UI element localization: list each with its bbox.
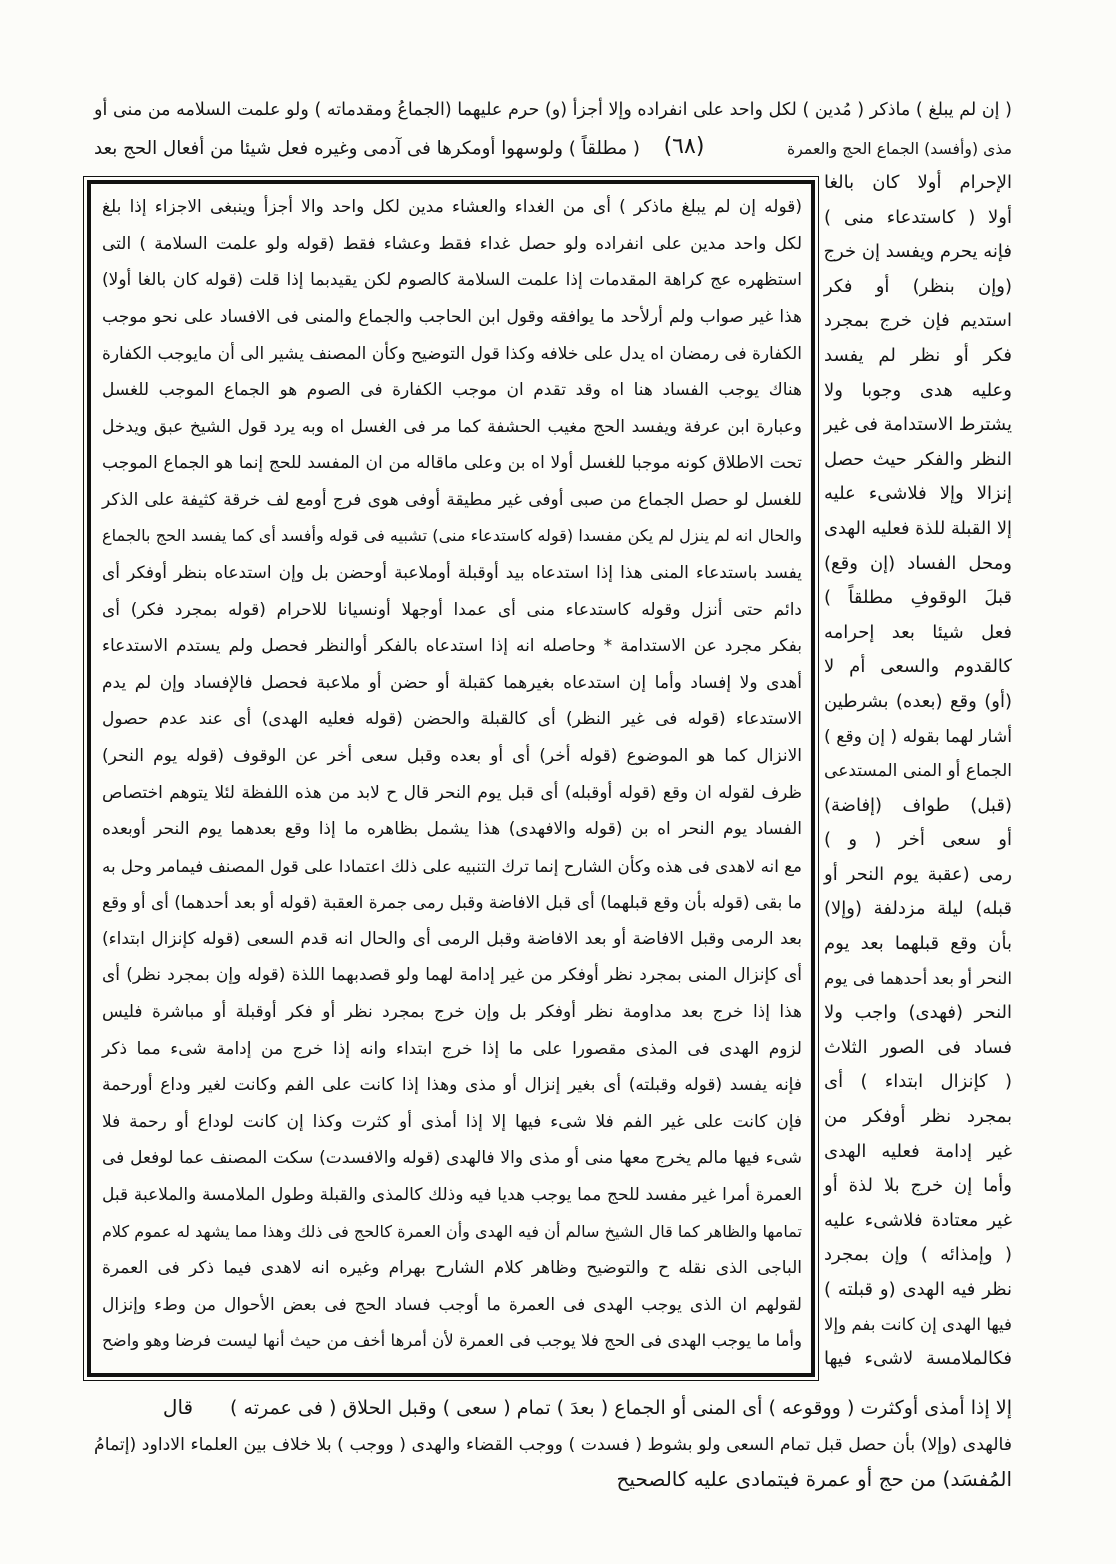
main-text-line: فساد فى الصور الثلاث bbox=[824, 1036, 1012, 1058]
commentary-line-row bbox=[100, 1214, 802, 1251]
commentary-line: أهدى ولا إفساد وأما إن استدعاه بغيرهما كقبلة أو حضن أو ملاعبة فحصل فالإفساد وإن لم يدم bbox=[102, 672, 802, 693]
commentary-line-row bbox=[100, 701, 802, 738]
main-text-line-row bbox=[822, 512, 1012, 547]
main-text-line: إلا القبلة للذة فعليه الهدى bbox=[824, 517, 1012, 539]
main-text-line: النحر (فهدى) واجب ولا bbox=[824, 1002, 1012, 1024]
commentary-line: ظرف لقوله ان وقع (قوله أوقبله) أى قبل يوم النحر قال ح لابد من هذه اللفظة لئلا يتوهم اختصاص bbox=[102, 782, 802, 803]
main-text-line-row bbox=[822, 547, 1012, 582]
commentary-line: أى كإنزال المنى بمجرد نظر أوفكر من غير إدامة لهما ولو قصدبهما اللذة (قوله وإن بمجرد نظر) أى bbox=[102, 965, 802, 986]
main-text-line-row bbox=[822, 477, 1012, 512]
commentary-line: الكفارة فى رمضان اه يدل على خلافه وكذا قول التوضيح وكأن المصنف يشير الى أن مايوجب الكفارة bbox=[102, 343, 802, 364]
main-text-line: فعل شيئا بعد إحرامه bbox=[824, 621, 1012, 643]
commentary-line-row bbox=[100, 518, 802, 555]
commentary-line-row bbox=[100, 1067, 802, 1104]
main-text-line: أو سعى أخر ( و ) bbox=[824, 829, 1012, 851]
header-line bbox=[92, 129, 640, 165]
header-line-text: ( إن لم يبلغ ) ماذكر ( مُدين ) لكل واحد على انفراده وإلا أجزأ (و) حرم عليهما (الجماعُ ومقدماته ) ولو علمت السلامه من منى أو bbox=[94, 100, 1012, 120]
commentary-line: ما بقى (قوله بأن وقع قبلهما) أى قبل الافاضة وقبل رمى جمرة العقبة (قوله أو بعد أحدهما) أى أو وقع bbox=[102, 892, 802, 913]
commentary-line: والحال انه لم ينزل لم يكن مفسدا (قوله كاستدعاء منى) تشبيه فى قوله وأفسد أى كما يفسد الحج بالجماع bbox=[102, 526, 802, 546]
commentary-frame bbox=[83, 176, 819, 1381]
main-text-line: وعليه هدى وجوبا ولا bbox=[824, 379, 1012, 401]
main-text-line-row bbox=[822, 1342, 1012, 1377]
main-text-line: فكر أو نظر لم يفسد bbox=[824, 344, 1012, 366]
main-text-line-row bbox=[822, 1169, 1012, 1204]
main-text-line: يشترط الاستدامة فى غير bbox=[823, 414, 1012, 436]
commentary-line: مع انه لاهدى فى هذه وكأن الشارح إنما ترك التنبيه على ذلك اعتمادا على قول المصنف فيمامر وحل به bbox=[102, 855, 802, 876]
commentary-line-row bbox=[100, 226, 802, 263]
commentary-line-row bbox=[100, 1140, 802, 1177]
main-text-line-row bbox=[822, 650, 1012, 685]
commentary-line: لزوم الهدى فى المذى مقصورا على ما إذا خرج ابتداء وانه إذا خرج من إدامة شىء مما ذكر bbox=[102, 1038, 802, 1059]
commentary-line-row bbox=[100, 1250, 802, 1287]
commentary-line-row bbox=[100, 738, 802, 775]
commentary-line: لكل واحد مدين على انفراده ولو حصل غداء فقط وعشاء فقط (قوله ولو علمت السلامة ) التى bbox=[102, 233, 802, 254]
main-text-line: غير إدامة فعليه الهدى bbox=[824, 1140, 1012, 1162]
main-text-line-row bbox=[822, 581, 1012, 616]
main-text-line-row bbox=[822, 823, 1012, 858]
commentary-line: وأما ما يوجب الهدى فى الحج فلا يوجب فى العمرة لأن أمرها أخف من حيث أنها ليست فرضا وهو واضح bbox=[102, 1331, 802, 1351]
commentary-line-row bbox=[100, 1287, 802, 1324]
main-text-line: بأن وقع قبلهما بعد يوم bbox=[824, 933, 1012, 955]
main-text-line-row bbox=[822, 1308, 1012, 1343]
main-text-line: أولا ( كاستدعاء منى ) bbox=[824, 206, 1012, 228]
footer-line bbox=[92, 1425, 1012, 1461]
commentary-line-row bbox=[100, 921, 802, 958]
commentary-line: للغسل لو حصل الجماع من صبى أوفى غير مطيقة أوفى هوى فرج أومع لف خرقة كثيفة على الذكر bbox=[102, 489, 802, 510]
commentary-line-row bbox=[100, 1104, 802, 1141]
footer-line-end-word bbox=[150, 1389, 206, 1425]
main-text-line: فيها الهدى إن كانت بفم وإلا bbox=[824, 1314, 1012, 1334]
main-text-line: قبلَ الوقوفِ مطلقاً ) bbox=[824, 587, 1012, 609]
main-text-line-row bbox=[822, 858, 1012, 893]
main-text-line: قبله) ليلة مزدلفة (وإلا) bbox=[824, 898, 1012, 920]
commentary-line: دائم حتى أنزل وقوله كاستدعاء منى أى عمدا أوجهلا أونسيانا للاحرام (قوله بمجرد فكر) أى bbox=[102, 599, 802, 620]
commentary-line-row bbox=[100, 372, 802, 409]
main-text-line-row bbox=[822, 1065, 1012, 1100]
main-text-line-row bbox=[822, 789, 1012, 824]
footer-line bbox=[228, 1389, 1012, 1425]
main-text-line-row bbox=[822, 374, 1012, 409]
commentary-line: الاستدعاء (قوله فى غير النظر) أى كالقبلة والحضن (قوله فعليه الهدى) أى عند عدم حصول bbox=[102, 709, 802, 730]
commentary-line: وعبارة ابن عرفة ويفسد الحج مغيب الحشفة كما مر فى الغسل اه وبه يرد قول الشيخ عبق ويدخل bbox=[102, 416, 802, 437]
commentary-line: شىء فيها مالم يخرج معها منى أو مذى والا فالهدى (قوله والافسدت) سكت المصنف عما لوفعل فى bbox=[102, 1148, 802, 1169]
commentary-line-row bbox=[100, 592, 802, 629]
main-text-line-row bbox=[822, 962, 1012, 997]
commentary-line-row bbox=[100, 555, 802, 592]
main-text-line-row bbox=[822, 443, 1012, 478]
main-text-line-row bbox=[822, 1238, 1012, 1273]
commentary-line-row bbox=[100, 1031, 802, 1068]
main-text-line-row bbox=[822, 685, 1012, 720]
commentary-line-row bbox=[100, 884, 802, 921]
commentary-line-row bbox=[100, 848, 802, 885]
commentary-line-row bbox=[100, 445, 802, 482]
commentary-line-row bbox=[100, 335, 802, 372]
footer-line-text: إلا إذا أمذى أوكثرت ( ووقوعه ) أى المنى أو الجماع ( بعدَ ) تمام ( سعى ) وقبل الحلاق ( فى عمرته ) bbox=[230, 1397, 1012, 1419]
main-text-line-row bbox=[822, 927, 1012, 962]
commentary-line-row bbox=[100, 811, 802, 848]
commentary-line-row bbox=[100, 262, 802, 299]
header-line-text: مذى (وأفسد) الجماع الحج والعمرة bbox=[787, 139, 1012, 158]
commentary-line: فإنه يفسد (قوله وقبلته) أى بغير إنزال أو مذى وهذا إذا كانت على الفم وكانت لغير وداع أورحمة bbox=[102, 1075, 802, 1096]
commentary-line-row bbox=[100, 1177, 802, 1214]
commentary-line: الباجى الذى نقله ح والتوضيح وظاهر كلام الشارح بهرام وغيره انه لاهدى فيما ذكر فى العمرة bbox=[102, 1258, 802, 1279]
main-text-line-row bbox=[822, 235, 1012, 270]
commentary-line: بفكر مجرد عن الاستدامة * وحاصله انه إذا استدعاه بالفكر أوالنظر فحصل ولم يستدم الاستدعاء bbox=[102, 636, 802, 657]
commentary-line-row bbox=[100, 775, 802, 812]
main-text-line: ( كإنزال ابتداء ) أى bbox=[824, 1071, 1012, 1093]
main-text-line-row bbox=[822, 270, 1012, 305]
main-text-line: النحر أو بعد أحدهما فى يوم bbox=[824, 968, 1012, 988]
main-text-line: النظر والفكر حيث حصل bbox=[824, 448, 1012, 470]
main-text-line-row bbox=[822, 304, 1012, 339]
main-text-line-row bbox=[822, 1135, 1012, 1170]
main-text-line: فكالملامسة لاشىء فيها bbox=[824, 1348, 1012, 1370]
commentary-body bbox=[100, 189, 802, 1360]
main-text-line: أشار لهما بقوله ( إن وقع ) bbox=[824, 726, 1012, 747]
header-line bbox=[92, 90, 1012, 126]
commentary-line: بعد الرمى وقبل الافاضة أو بعد الافاضة وقبل الرمى أى والحال انه قدم السعى (قوله كإنزال ابتداء) bbox=[102, 928, 802, 949]
main-text-line: استديم فإن خرج بمجرد bbox=[824, 310, 1012, 332]
main-text-line-row bbox=[822, 996, 1012, 1031]
footer-line bbox=[92, 1461, 1012, 1497]
main-text-line-row bbox=[822, 720, 1012, 755]
commentary-line: هناك يوجب الفساد هنا اه وقد تقدم ان موجب الكفارة فى الصوم هو الجماع الموجب للغسل bbox=[102, 379, 802, 400]
commentary-line: الفساد يوم النحر اه بن (قوله والافهدى) هذا يشمل بظاهره ما إذا وقع بعدهما يوم النحر أوبعده bbox=[102, 819, 802, 840]
main-text-line: غير معتادة فلاشىء عليه bbox=[824, 1209, 1012, 1231]
main-text-line: (وإن بنظر) أو فكر bbox=[824, 275, 1012, 297]
main-text-line: ( وإمذائه ) وإن بمجرد bbox=[824, 1244, 1012, 1266]
main-text-line: إنزالا وإلا فلاشىء عليه bbox=[824, 483, 1012, 505]
commentary-line: تمامها والظاهر كما قال الشيخ سالم أن فيه الهدى وأن العمرة كالحج فى ذلك وهذا مما يشهد له عموم كلام bbox=[102, 1221, 802, 1241]
header-line-text: ( مطلقاً ) ولوسهوا أومكرها فى آدمى وغيره فعل شيئا من أفعال الحج بعد bbox=[94, 138, 640, 159]
main-text-line: (أو) وقع (بعده) بشرطين bbox=[824, 690, 1012, 712]
main-text-line: بمجرد نظر أوفكر من bbox=[824, 1106, 1012, 1128]
commentary-line: تحت الاطلاق كونه موجبا للغسل أولا اه بن وعلى ماقاله من ان المفسد للحج إنما هو الجماع الموجب bbox=[102, 453, 802, 474]
footer-line-end-text: قال bbox=[162, 1395, 194, 1419]
main-text-line: وأما إن خرج بلا لذة أو bbox=[824, 1175, 1012, 1197]
commentary-line-row bbox=[100, 1323, 802, 1360]
main-text-line: فإنه يحرم ويفسد إن خرج bbox=[823, 241, 1012, 263]
main-text-column bbox=[822, 166, 1012, 1377]
commentary-line-row bbox=[100, 994, 802, 1031]
main-text-line-row bbox=[822, 166, 1012, 201]
header-line bbox=[785, 129, 1012, 165]
commentary-line: لقولهم ان الذى يوجب الهدى فى العمرة ما أوجب فساد الحج فى بعض الأحوال من وطء وإنزال bbox=[102, 1294, 802, 1315]
main-text-line-row bbox=[822, 616, 1012, 651]
main-text-line-row bbox=[822, 1031, 1012, 1066]
commentary-line-row bbox=[100, 189, 802, 226]
commentary-line: هذا غير صواب ولم أرلأحد ما يوافقه وقول ابن الحاجب والجماع والمنى فى الافساد على نحو موجب bbox=[102, 306, 802, 327]
main-text-line-row bbox=[822, 1204, 1012, 1239]
main-text-line-row bbox=[822, 339, 1012, 374]
commentary-line: يفسد باستدعاء المنى هذا إذا استدعاه بيد أوقبلة أوملاعبة أوحضن بل وإن استدعاه بنظر أوفكر أى bbox=[102, 562, 802, 583]
main-text-line: (قبل) طواف (إفاضة) bbox=[824, 794, 1012, 816]
commentary-line: استظهره عج كراهة المقدمات إذا علمت السلامة كالصوم لكن يقيدبما إذا قلت (قوله كان بالغا أولا) bbox=[102, 270, 802, 291]
footer-line-text: المُفسَد) من حج أو عمرة فيتمادى عليه كالصحيح bbox=[616, 1467, 1012, 1491]
commentary-line: (قوله إن لم يبلغ ماذكر ) أى من الغداء والعشاء مدين لكل واحد والا أجزأ وينبغى الاجزاء إذا بلغ bbox=[102, 197, 802, 217]
commentary-line-row bbox=[100, 409, 802, 446]
commentary-line-row bbox=[100, 957, 802, 994]
commentary-line-row bbox=[100, 482, 802, 519]
commentary-line: فإن كانت على غير الفم فلا شىء فيها إلا إذا أمذى أو كثرت وكذا إن كانت لوداع أو رحمة فلا bbox=[102, 1111, 802, 1132]
commentary-line: العمرة أمرا غير مفسد للحج مما يوجب هديا فيه وذلك كالمذى والقبلة وطول الملامسة والملاعبة قبل bbox=[102, 1185, 802, 1206]
main-text-line-row bbox=[822, 1273, 1012, 1308]
commentary-line: هذا إذا خرج بعد مداومة نظر أوفكر بل وإن خرج بمجرد نظر أو فكر أوقبلة أو مباشرة فليس bbox=[102, 1002, 802, 1023]
main-text-line-row bbox=[822, 408, 1012, 443]
main-text-line: الجماع أو المنى المستدعى bbox=[824, 761, 1012, 782]
main-text-line-row bbox=[822, 754, 1012, 789]
main-text-line-row bbox=[822, 201, 1012, 236]
footer-line-text: فالهدى (وإلا) بأن حصل قبل تمام السعى ولو بشوط ( فسدت ) ووجب القضاء والهدى ( ووجب ) بلا خلاف بين العلماء الاداود (إتمامُ bbox=[94, 1435, 1012, 1455]
commentary-line: الانزال كما هو الموضوع (قوله أخر) أى أو بعده وقبل سعى أخر عن الوقوف (قوله يوم النحر) bbox=[102, 745, 802, 766]
main-text-line: ومحل الفساد (إن وقع) bbox=[824, 552, 1012, 574]
main-text-line: نظر فيه الهدى (و قبلته ) bbox=[824, 1279, 1012, 1300]
main-text-line: الإحرام أولا كان بالغا bbox=[824, 172, 1012, 193]
commentary-line-row bbox=[100, 299, 802, 336]
main-text-line: رمى (عقبة يوم النحر أو bbox=[824, 863, 1012, 885]
main-text-line-row bbox=[822, 892, 1012, 927]
main-text-line: كالقدوم والسعى أم لا bbox=[824, 656, 1012, 678]
main-text-line-row bbox=[822, 1100, 1012, 1135]
commentary-line-row bbox=[100, 665, 802, 702]
page-number: (٦٨) bbox=[663, 134, 705, 159]
commentary-line-row bbox=[100, 628, 802, 665]
